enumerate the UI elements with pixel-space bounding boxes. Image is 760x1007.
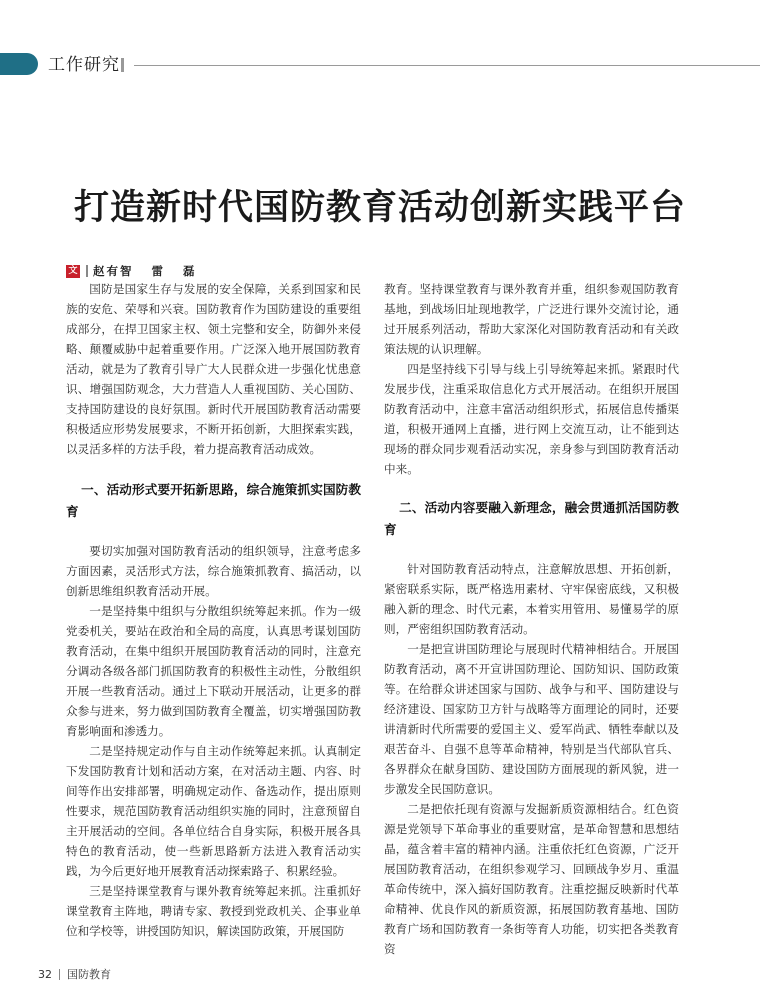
article-title: 打造新时代国防教育活动创新实践平台 <box>73 188 686 228</box>
byline-divider <box>86 265 88 277</box>
byline <box>66 263 197 279</box>
paragraph: 针对国防教育活动特点，注意解放思想、开拓创新，紧密联系实际，既严格选用素材、守牢保密底线，又积极融入新的理念、时代元素，本着实用管用、易懂易学的原则，严密组织国防教育活动。 <box>384 562 679 636</box>
paragraph: 三是坚持课堂教育与课外教育统筹起来抓。注重抓好课堂教育主阵地，聘请专家、教授到党政机关、企事业单位和学校等，讲授国防知识，解读国防政策，开展国防 <box>66 884 361 938</box>
paragraph: 要切实加强对国防教育活动的组织领导，注意考虑多方面因素，灵活形式方法，综合施策抓教育、搞活动，以创新思维组织教育活动开展。 <box>66 544 361 598</box>
paragraph: 国防是国家生存与发展的安全保障，关系到国家和民族的安危、荣辱和兴衰。国防教育作为国防建设的重要组成部分，在捍卫国家主权、领土完整和安全，防御外来侵略、颠覆威胁中起着重要作用。广泛深入地开展国防教育活动，就是为了教育引导广大人民群众进一步强化忧患意识、增强国防观念，大力营造人人重视国防、关心国防、支持国防建设的良好氛围。新时代开展国防教育活动需要积极适应形势发展要求，不断开拓创新，大胆探索实践，以灵活多样的方法手段，着力提高教育活动成效。 <box>66 282 361 456</box>
left-column <box>66 279 361 941</box>
section-divider <box>121 58 124 72</box>
section-heading: 二、活动内容要融入新理念，融会贯通抓活国防教育 <box>384 500 679 537</box>
paragraph: 二是把依托现有资源与发掘新质资源相结合。红色资源是党领导下革命事业的重要财富，是革命智慧和思想结晶，蕴含着丰富的精神内涵。注重依托红色资源，广泛开展国防教育活动，在组织参观学习、回顾战争岁月、重温革命传统中，深入搞好国防教育。注重挖掘反映新时代革命精神、优良作风的新质资源，拓展国防教育基地、国防教育广场和国防教育一条街等育人功能，切实把各类教育资 <box>384 802 679 956</box>
right-column <box>384 279 679 959</box>
section-label: 工作研究 <box>48 55 120 75</box>
section-heading: 一、活动形式要开拓新思路，综合施策抓实国防教育 <box>66 482 361 519</box>
author-badge: 文 <box>66 265 80 278</box>
header-rule <box>134 65 760 66</box>
page-number: 32 <box>38 967 52 981</box>
author-names: 赵有智 雷 磊 <box>93 264 197 278</box>
paragraph: 一是把宣讲国防理论与展现时代精神相结合。开展国防教育活动，离不开宣讲国防理论、国防知识、国防政策等。在给群众讲述国家与国防、战争与和平、国防建设与经济建设、国家防卫方针与战略等方面理论的同时，还要讲清新时代所需要的爱国主义、爱军尚武、牺牲奉献以及艰苦奋斗、自强不息等革命精神，特别是当代部队官兵、各界群众在献身国防、建设国防方面展现的新风貌，进一步激发全民国防意识。 <box>384 642 679 796</box>
paragraph: 一是坚持集中组织与分散组织统筹起来抓。作为一级党委机关，要站在政治和全局的高度，认真思考谋划国防教育活动，在集中组织开展国防教育活动的同时，注意充分调动各级各部门抓国防教育的积极性主动性，分散组织开展一些教育活动。通过上下联动开展活动，让更多的群众参与进来，努力做到国防教育全覆盖，切实增强国防教育影响面和渗透力。 <box>66 604 361 738</box>
section-tab-marker <box>0 53 38 75</box>
paragraph-continued: 教育。坚持课堂教育与课外教育并重，组织参观国防教育基地，到战场旧址现地教学，广泛进行课外交流讨论，通过开展系列活动，帮助大家深化对国防教育活动和有关政策法规的认识理解。 <box>384 282 679 356</box>
footer-divider <box>59 969 60 980</box>
paragraph: 四是坚持线下引导与线上引导统筹起来抓。紧跟时代发展步伐，注重采取信息化方式开展活动。在组织开展国防教育活动中，注意丰富活动组织形式，拓展信息传播渠道，积极开通网上直播，进行网上交流互动，让不能到达现场的群众同步观看活动实况，亲身参与到国防教育活动中来。 <box>384 362 679 476</box>
magazine-name: 国防教育 <box>67 968 111 981</box>
page-footer <box>38 966 111 982</box>
paragraph: 二是坚持规定动作与自主动作统筹起来抓。认真制定下发国防教育计划和活动方案，在对活动主题、内容、时间等作出安排部署，明确规定动作、备选动作，提出原则性要求，规范国防教育活动组织实施的同时，注意预留自主开展活动的空间。各单位结合自身实际，积极开展各具特色的教育活动，使一些新思路新方法进入教育活动实践，为今后更好地开展教育活动探索路子、积累经验。 <box>66 744 361 878</box>
